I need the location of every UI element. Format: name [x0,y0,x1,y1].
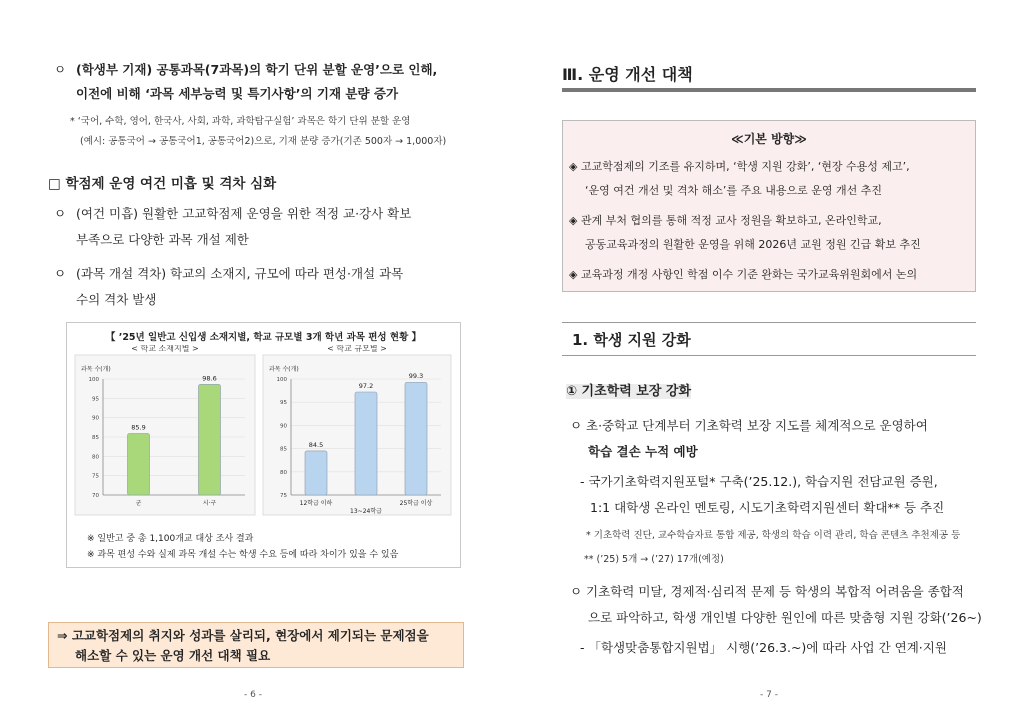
paragraph-line: 수의 격차 발생 [76,292,157,307]
section-heading: □ 학점제 운영 여건 미흡 및 격차 심화 [48,176,277,192]
policy-item: ◈ 고교학점제의 기조를 유지하며, ‘학생 지원 강화’, ‘현장 수용성 제고’, [569,160,910,173]
bullet: ㅇ [54,206,67,221]
conclusion-line: ⇒ 고교학점제의 취지와 성과를 살리되, 현장에서 제기되는 문제점을 [57,628,429,643]
y-axis-label: 과목 수(개) [269,366,299,373]
y-tick-label: 100 [276,377,287,383]
paragraph-line: (여건 미흡) 원활한 고교학점제 운영을 위한 적정 교·강사 확보 [76,206,412,221]
chart-footnote: ※ 일반고 중 총 1,100개교 대상 조사 결과 [87,534,254,544]
y-tick-label: 85 [280,446,287,453]
paragraph-line: 으로 파악하고, 학생 개인별 다양한 원인에 따른 맞춤형 지원 강화(’26~) [588,610,982,625]
policy-item: 공동교육과정의 원활한 운영을 위해 2026년 교원 정원 긴급 확보 추진 [585,238,921,251]
x-tick-label: 군 [135,500,142,507]
y-tick-label: 95 [92,396,99,403]
y-tick-label: 85 [92,435,99,441]
y-tick-label: 100 [88,377,99,383]
y-tick-label: 80 [280,469,287,476]
policy-item: ◈ 관계 부처 협의를 통해 적정 교사 정원을 확보하고, 온라인학교, [569,214,882,227]
conclusion-box [48,622,464,668]
bullet: ㅇ [54,62,67,77]
basic-direction-box [562,120,976,292]
chart-figure [66,322,461,568]
bar [405,382,427,495]
y-tick-label: 75 [280,493,287,499]
chart-title: 【 ’25년 일반고 신입생 소재지별, 학교 규모별 3개 학년 과목 편성 현황 】 [105,332,422,343]
item-title-text: ① 기초학력 보장 강화 [566,384,692,399]
paragraph-line: - 「학생맞춤통합지원법」 시행(’26.3.~)에 따라 사업 간 연계·지원 [580,640,947,655]
footnote: (예시: 공통국어 → 공통국어1, 공통국어2)으로, 기재 분량 증가(기존 500자 → 1,000자) [80,136,447,147]
chart-subtitle: < 학교 규모별 > [327,345,387,353]
paragraph-line: 이전에 비해 ‘과목 세부능력 및 특기사항’의 기재 분량 증가 [76,86,399,101]
y-tick-label: 90 [280,423,287,430]
data-label: 99.3 [408,372,424,381]
data-label: 85.9 [131,423,146,432]
data-label: 97.2 [358,381,374,390]
item-title [562,378,695,401]
x-tick-label: 12학급 이하 [299,500,333,507]
bar [305,451,327,495]
subsection-title: 1. 학생 지원 강화 [562,322,976,356]
bullet: ㅇ [54,266,67,281]
y-tick-label: 95 [280,400,287,407]
y-tick-label: 90 [92,415,99,422]
conclusion-line: 해소할 수 있는 운영 개선 대책 필요 [75,648,271,663]
paragraph-line: - 국가기초학력지원포털* 구축(’25.12.), 학습지원 전담교원 증원, [580,474,938,489]
x-tick-label: 25학급 이상 [399,500,433,507]
footnote: ** (’25) 5개 → (’27) 17개(예정) [584,554,724,565]
bar [199,384,221,495]
footnote: * ‘국어, 수학, 영어, 한국사, 사회, 과학, 과학탐구실험’ 과목은 학기 단위 분할 운영 [70,116,411,127]
footnote: * 기초학력 진단, 교수학습자료 통합 제공, 학생의 학습 이력 관리, 학습 콘텐츠 추천제공 등 [586,530,961,541]
x-tick-label: 13~24학급 [350,508,382,515]
y-tick-label: 80 [92,454,99,461]
charts-svg [67,345,460,545]
y-tick-label: 70 [92,493,99,499]
page-number: - 6 - [244,690,262,700]
box-title: ≪기본 방향≫ [731,132,807,146]
section-rule [562,88,976,92]
section-title: Ⅲ. 운영 개선 대책 [562,65,693,84]
y-tick-label: 75 [92,473,99,480]
paragraph-line: (학생부 기재) 공통과목(7과목)의 학기 단위 분할 운영’으로 인해, [76,62,438,77]
bar [355,392,377,495]
paragraph-line: ㅇ 초·중학교 단계부터 기초학력 보장 지도를 체계적으로 운영하여 [570,418,928,433]
paragraph-line: 학습 결손 누적 예방 [588,444,698,459]
chart-footnote: ※ 과목 편성 수와 실제 과목 개설 수는 학생 수요 등에 따라 차이가 있을 수 있음 [87,550,399,560]
data-label: 84.5 [308,440,324,449]
policy-item: ‘운영 여건 개선 및 격차 해소’를 주요 내용으로 운영 개선 추진 [585,184,882,197]
x-tick-label: 시·구 [202,500,217,507]
paragraph-line: ㅇ 기초학력 미달, 경제적·심리적 문제 등 학생의 복합적 어려움을 종합적 [570,584,964,599]
paragraph-line: 부족으로 다양한 과목 개설 제한 [76,232,249,247]
data-label: 98.6 [202,374,217,383]
page-number: - 7 - [760,690,778,700]
bar [128,434,150,495]
policy-item: ◈ 교육과정 개정 사항인 학점 이수 기준 완화는 국가교육위원회에서 논의 [569,268,918,281]
paragraph-line: (과목 개설 격차) 학교의 소재지, 규모에 따라 편성·개설 과목 [76,266,404,281]
paragraph-line: 1:1 대학생 온라인 멘토링, 시도기초학력지원센터 확대** 등 추진 [590,500,945,515]
chart-subtitle: < 학교 소재지별 > [131,345,199,353]
y-axis-label: 과목 수(개) [81,366,111,373]
